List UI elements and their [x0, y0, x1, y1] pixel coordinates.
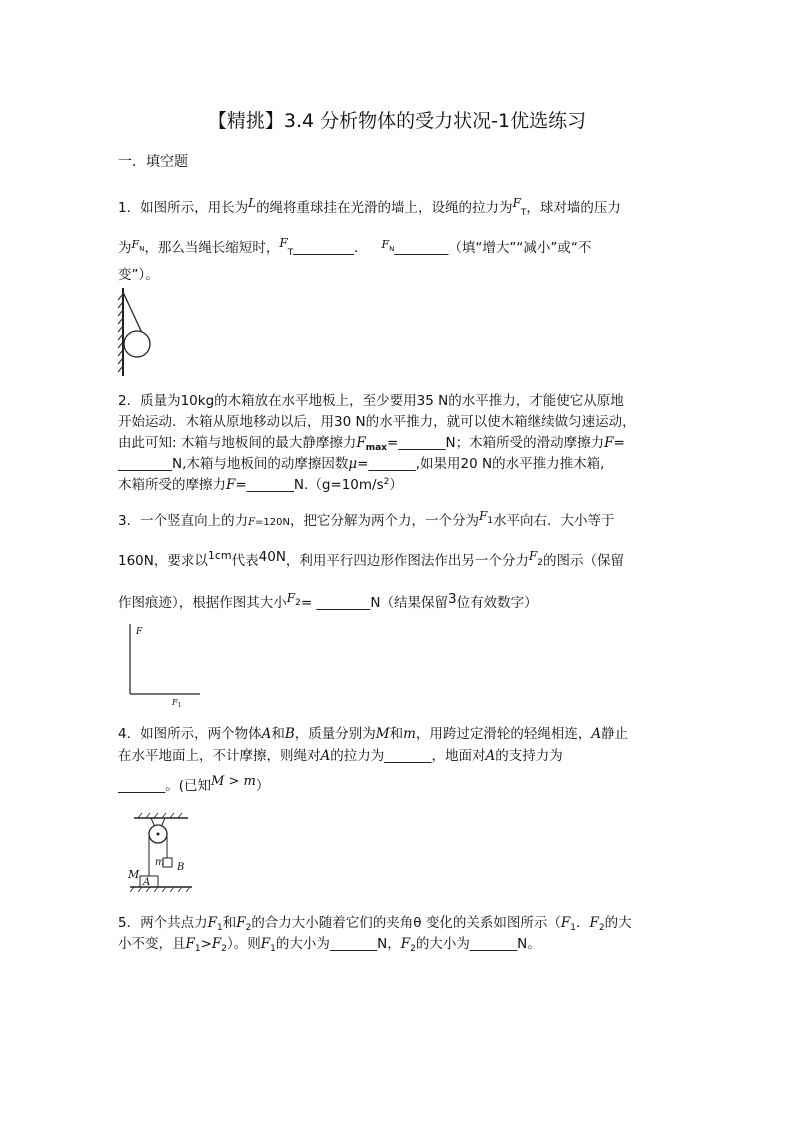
q2-text: =_______,如果用20 N的水平推力推木箱, — [357, 456, 605, 472]
q5-sub-1: 1 — [570, 923, 576, 933]
q4-text: 4．如图所示，两个物体 — [118, 726, 262, 742]
q4-line3 — [118, 774, 269, 794]
q1-blank: ________（填“增大”“减小”或“不 — [394, 240, 592, 256]
q2-text: ） — [389, 477, 403, 493]
q3-text: 160N，要求以 — [118, 553, 208, 569]
q3-var-F1: F — [479, 509, 488, 523]
q3-sub-2: 2 — [537, 558, 543, 568]
q1-line2 — [118, 236, 591, 258]
q5-text: ． — [575, 915, 590, 931]
q1-text: ，球对墙的压力 — [526, 200, 621, 216]
q3-var-F2: F — [286, 591, 296, 605]
q3-force-axes-figure — [120, 622, 205, 710]
q4-text: 的支持力为 — [495, 748, 563, 764]
q4-line2 — [118, 744, 563, 764]
q4-var-A: A — [320, 748, 331, 764]
q5-var-F: F — [400, 936, 411, 952]
q1-line1 — [118, 196, 621, 218]
q3-text: 3．一个竖直向上的力 — [118, 513, 249, 529]
q3-var-F2: F — [528, 549, 538, 563]
q1-text: ，那么当绳长缩短时， — [144, 240, 280, 256]
q5-var-F: F — [211, 936, 222, 952]
q3-axis-label-F1 — [172, 698, 181, 709]
q5-text: 5．两个共点力 — [118, 915, 208, 931]
q3-val: =120N — [255, 517, 290, 528]
q1-var-F: F — [381, 238, 390, 251]
q1-sub-T: T — [287, 248, 294, 258]
q5-text: 的大小为_______N， — [275, 936, 401, 952]
q3-axis-F1-sub: 1 — [177, 702, 182, 709]
q1-line3: 变”）。 — [118, 267, 159, 283]
q4-var-A: A — [261, 726, 272, 742]
q2-line1: 2．质量为10kg的木箱放在水平地板上，至少要用35 N的水平推力，才能使它从原地 — [118, 393, 624, 409]
q2-var-F: F — [356, 435, 366, 451]
q1-blank: _________． — [293, 240, 368, 256]
q3-line2 — [118, 549, 624, 569]
q4-figure-label-A: A — [143, 877, 151, 888]
q5-sub-1: 1 — [216, 923, 223, 933]
q2-var-F: F — [226, 477, 236, 493]
q2-text: ________N,木箱与地板间的动摩擦因数 — [118, 456, 349, 472]
q5-text: 的大小为_______N。 — [415, 936, 541, 952]
q4-figure-label-M: M — [128, 868, 140, 881]
q2-text: = — [613, 435, 625, 451]
q3-axis-label-F: F — [136, 627, 143, 637]
q1-sub-N: N — [139, 245, 145, 253]
q1-text: 为 — [118, 240, 132, 256]
q1-text: 的绳将重球挂在光滑的墙上，设绳的拉力为 — [256, 200, 513, 216]
q4-text: 在水平地面上，不计摩擦，则绳对 — [118, 748, 321, 764]
q4-text: 和 — [389, 726, 404, 742]
q3-text: = ________N（结果保留 — [300, 595, 449, 611]
q2-line4 — [118, 452, 604, 472]
q4-pulley-figure — [126, 812, 198, 894]
q3-text: 代表 — [231, 553, 259, 569]
q3-sub-2: 2 — [295, 598, 301, 608]
q5-sub-1: 1 — [270, 944, 276, 954]
q3-text: 的图示（保留 — [542, 553, 624, 569]
q4-text: ，质量分别为 — [294, 726, 376, 742]
q4-var-m: m — [403, 726, 416, 742]
section-heading: 一．填空题 — [118, 154, 188, 170]
q5-var-F: F — [236, 915, 246, 931]
q4-text: ） — [255, 778, 270, 794]
q2-line2: 开始运动．木箱从原地移动以后，用30 N的水平推力，就可以使木箱继续做匀速运动， — [118, 414, 636, 430]
q3-sub-1: 1 — [487, 516, 494, 526]
q3-text: ，利用平行四边形作图法作出另一个分力 — [285, 553, 529, 569]
q2-sup-2: 2 — [383, 477, 390, 487]
q3-text: 作图痕迹），根据作图其大小 — [118, 595, 287, 611]
q3-val-3: 3 — [448, 591, 457, 607]
q2-var-F: F — [604, 435, 614, 451]
q1-wall-ball-figure — [113, 286, 158, 378]
q4-text: ，用跨过定滑轮的轻绳相连， — [415, 726, 592, 742]
q4-text: _______。(已知 — [118, 778, 212, 794]
q5-text: 的合力大小随着它们的夹角θ 变化的关系如图所示（ — [251, 915, 561, 931]
q5-text: > — [200, 936, 212, 952]
q5-text: 小不变，且 — [118, 936, 186, 952]
q4-text: 静止 — [601, 726, 629, 742]
q1-sub-T: T — [520, 208, 527, 218]
q4-var-B: B — [284, 726, 295, 742]
q2-text: =_______N；木箱所受的滑动摩擦力 — [386, 435, 605, 451]
q4-text: 和 — [271, 726, 285, 742]
q1-var-F: F — [131, 238, 140, 251]
q5-text: 的大 — [604, 915, 632, 931]
q2-text: 木箱所受的摩擦力 — [118, 477, 226, 493]
q1-var-F: F — [279, 236, 288, 250]
q4-var-A: A — [485, 748, 496, 764]
q3-line3 — [118, 591, 538, 611]
q5-var-F: F — [560, 915, 571, 931]
q3-val-40n: 40N — [258, 549, 286, 565]
page-title: 【精挑】3.4 分析物体的受力状况-1优选练习 — [207, 110, 587, 132]
q4-var-A: A — [591, 726, 602, 742]
q5-line2 — [118, 932, 541, 954]
q3-text: ，把它分解为两个力，一个分为 — [290, 513, 479, 529]
q4-condition: M > m — [211, 774, 256, 789]
q2-text: =_______N.（g=10m/s — [235, 477, 384, 493]
q4-line1 — [118, 722, 628, 742]
q5-var-F: F — [207, 915, 217, 931]
q5-sub-2: 2 — [598, 923, 605, 933]
q2-text: 由此可知: 木箱与地板间的最大静摩擦力 — [118, 435, 357, 451]
q5-var-F: F — [589, 915, 599, 931]
q1-sub-N: N — [389, 245, 395, 253]
q5-line1 — [118, 911, 632, 933]
q3-line1 — [118, 509, 615, 529]
q1-text: 1．如图所示，用长为 — [118, 200, 249, 216]
q1-var-L: L — [248, 196, 257, 210]
q4-figure-label-B: B — [177, 862, 185, 873]
q2-var-mu: μ — [348, 456, 358, 472]
q5-sub-2: 2 — [245, 923, 252, 933]
q3-val-cm: 1cm — [207, 549, 232, 562]
q5-sub-2: 2 — [221, 944, 228, 954]
q3-axis-F1-letter: F — [172, 698, 178, 707]
q1-var-F: F — [512, 196, 521, 210]
q4-figure-label-m: m — [155, 857, 165, 868]
q5-text: ）。则 — [227, 936, 261, 952]
q5-sub-2: 2 — [410, 944, 416, 954]
q5-sub-1: 1 — [194, 944, 201, 954]
q4-var-M: M — [375, 726, 390, 742]
q2-line5 — [118, 473, 403, 493]
q4-text: 的拉力为_______，地面对 — [330, 748, 486, 764]
q5-var-F: F — [185, 936, 195, 952]
q5-var-F: F — [260, 936, 271, 952]
q3-var-F: F — [248, 517, 256, 528]
q5-text: 和 — [222, 915, 237, 931]
q3-text: 水平向右．大小等于 — [493, 513, 615, 529]
q2-line3 — [118, 431, 625, 453]
q2-sub-max: max — [365, 443, 387, 453]
q3-text: 位有效数字） — [456, 595, 538, 611]
